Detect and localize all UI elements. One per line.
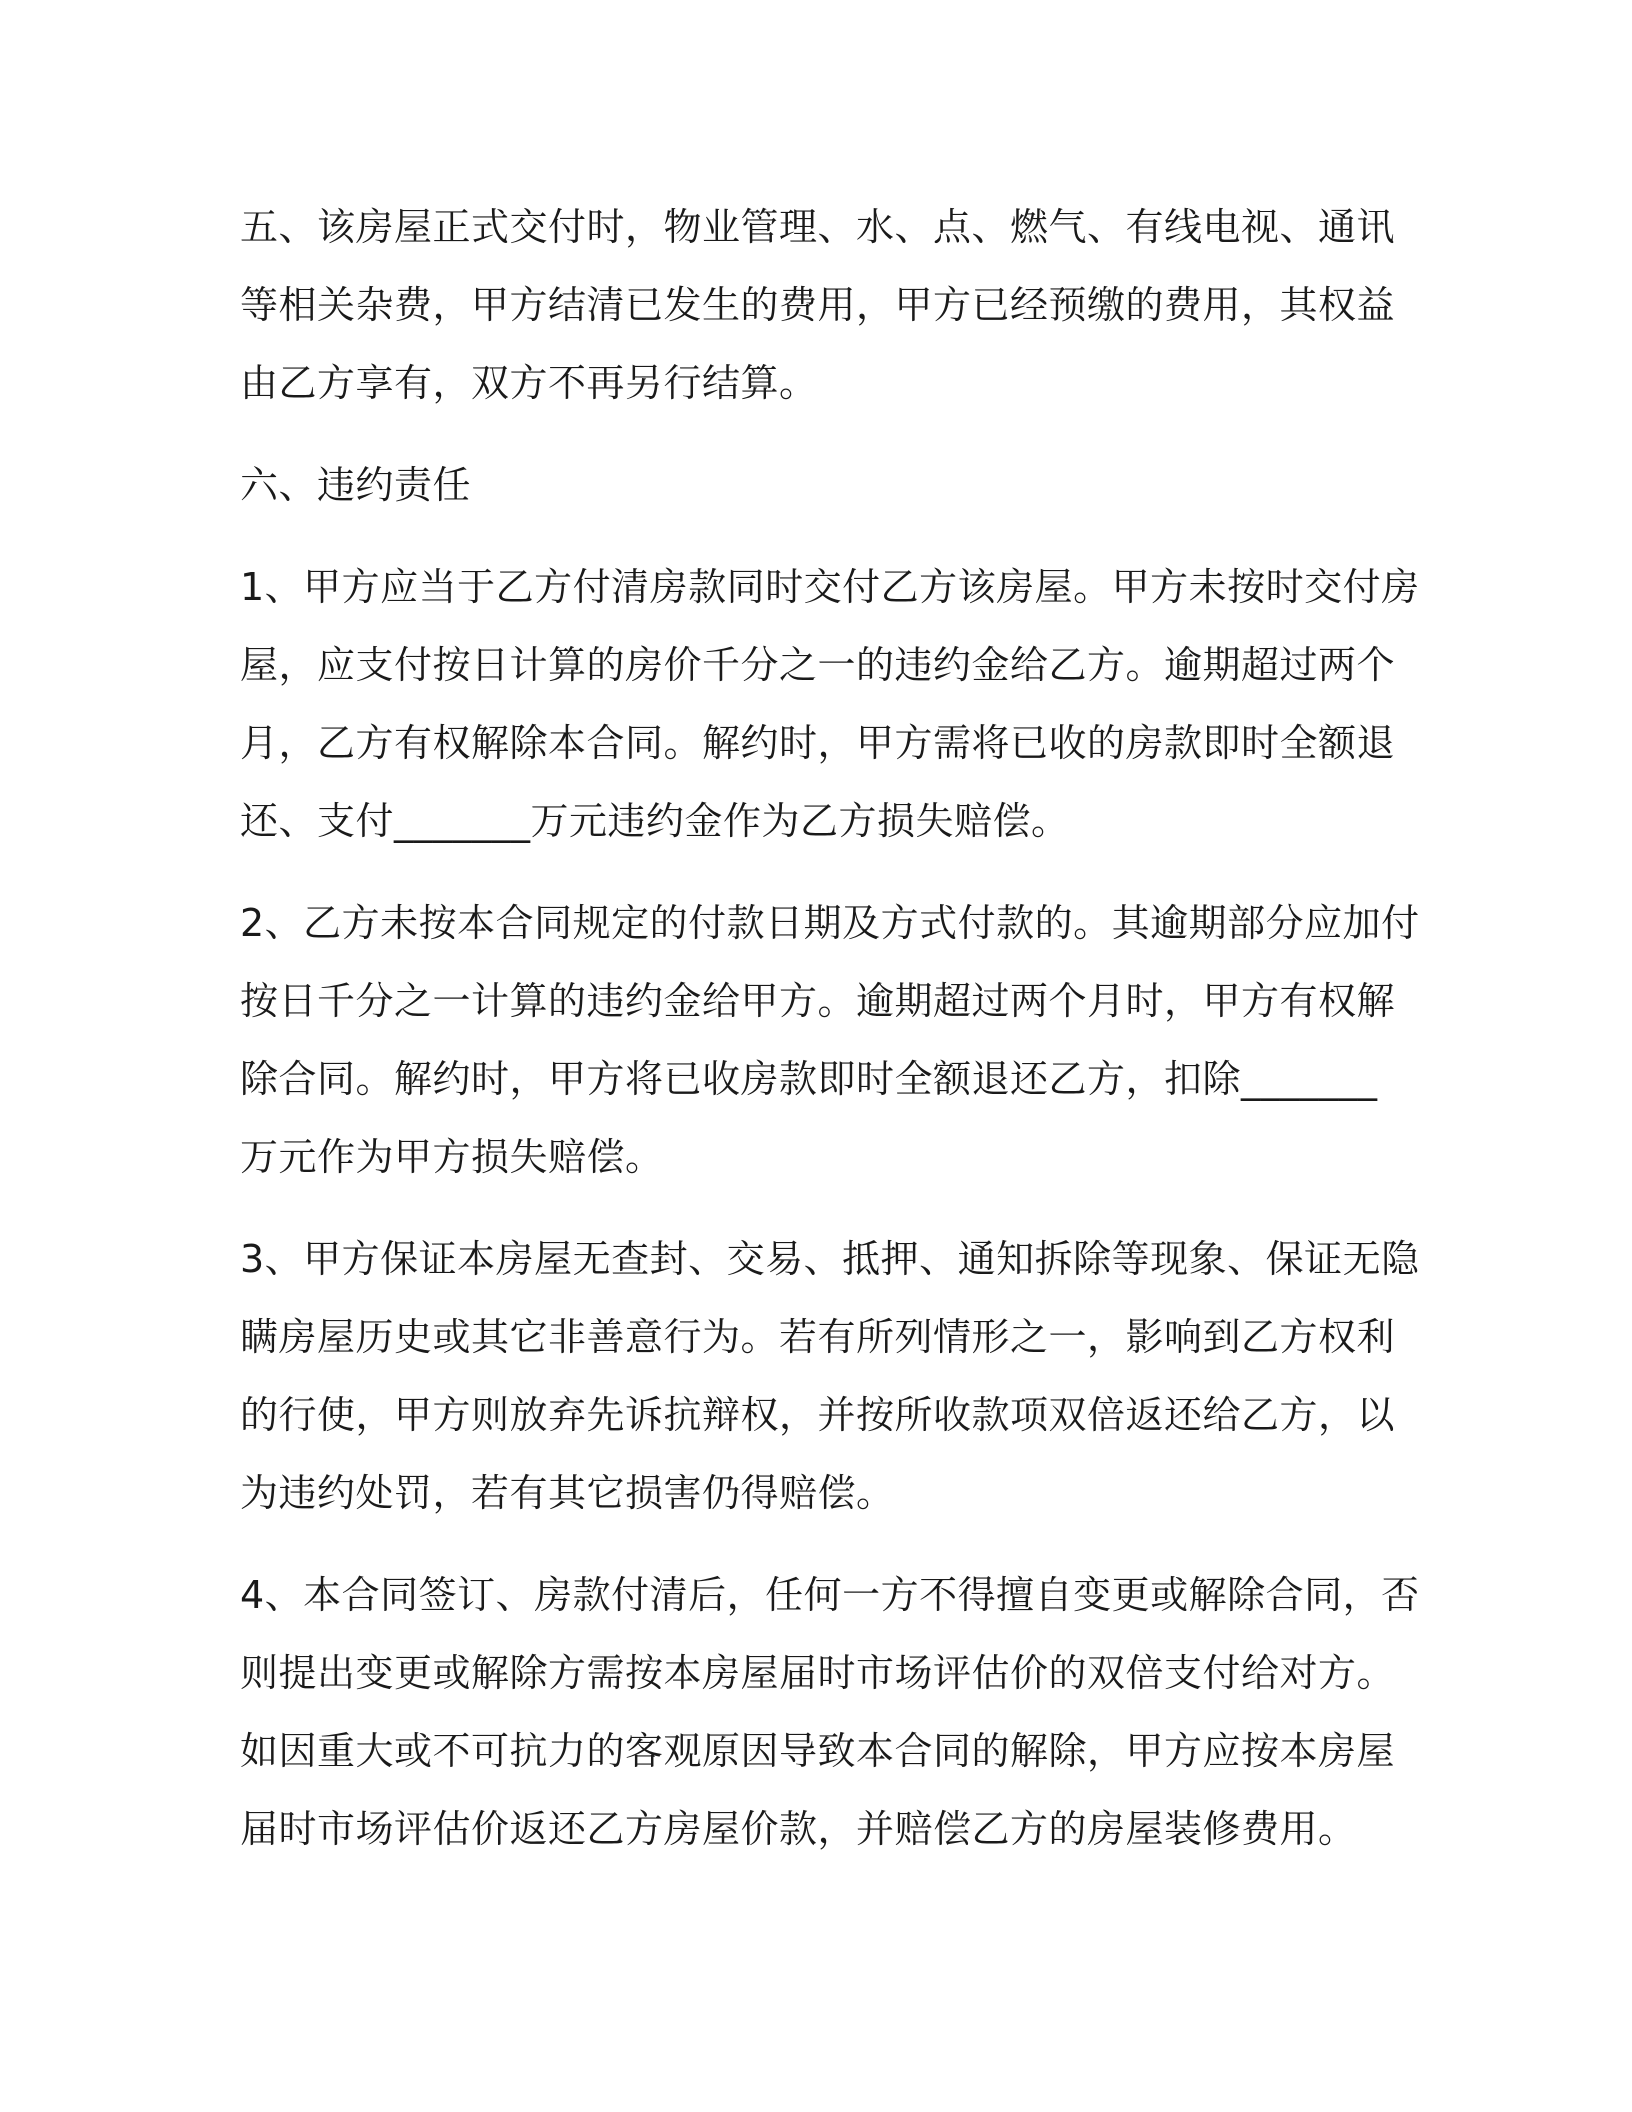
text-line: 3、甲方保证本房屋无查封、交易、抵押、通知拆除等现象、保证无隐	[240, 1237, 1420, 1281]
clause-1-paragraph	[240, 548, 1420, 860]
text-line: 1、甲方应当于乙方付清房款同时交付乙方该房屋。甲方未按时交付房	[240, 565, 1420, 609]
text-line: 如因重大或不可抗力的客观原因导致本合同的解除，甲方应按本房屋	[240, 1729, 1396, 1773]
text-line: 为违约处罚，若有其它损害仍得赔偿。	[240, 1471, 895, 1515]
text-line: 除合同。解约时，甲方将已收房款即时全额退还乙方，扣除_______	[240, 1057, 1378, 1101]
text-line: 瞒房屋历史或其它非善意行为。若有所列情形之一，影响到乙方权利	[240, 1315, 1396, 1359]
text-line: 2、乙方未按本合同规定的付款日期及方式付款的。其逾期部分应加付	[240, 901, 1420, 945]
text-line: 月，乙方有权解除本合同。解约时，甲方需将已收的房款即时全额退	[240, 721, 1396, 765]
text-line: 屋，应支付按日计算的房价千分之一的违约金给乙方。逾期超过两个	[240, 643, 1396, 687]
text-line: 由乙方享有，双方不再另行结算。	[240, 361, 818, 405]
text-line: 届时市场评估价返还乙方房屋价款，并赔偿乙方的房屋装修费用。	[240, 1807, 1357, 1851]
text-line: 还、支付_______万元违约金作为乙方损失赔偿。	[240, 799, 1070, 843]
clause-4-paragraph	[240, 1556, 1420, 1868]
heading-text: 六、违约责任	[240, 463, 472, 507]
text-line: 4、本合同签订、房款付清后，任何一方不得擅自变更或解除合同，否	[240, 1573, 1420, 1617]
document-page	[240, 188, 1420, 1892]
section-five-paragraph	[240, 188, 1396, 422]
text-line: 则提出变更或解除方需按本房屋届时市场评估价的双倍支付给对方。	[240, 1651, 1396, 1695]
text-line: 的行使，甲方则放弃先诉抗辩权，并按所收款项双倍返还给乙方，以	[240, 1393, 1396, 1437]
text-line: 万元作为甲方损失赔偿。	[240, 1135, 664, 1179]
clause-2-paragraph	[240, 884, 1420, 1196]
text-line: 五、该房屋正式交付时，物业管理、水、点、燃气、有线电视、通讯	[240, 205, 1396, 249]
clause-3-paragraph	[240, 1220, 1420, 1532]
text-line: 等相关杂费，甲方结清已发生的费用，甲方已经预缴的费用，其权益	[240, 283, 1396, 327]
text-line: 按日千分之一计算的违约金给甲方。逾期超过两个月时，甲方有权解	[240, 979, 1396, 1023]
section-six-heading	[240, 446, 1392, 524]
